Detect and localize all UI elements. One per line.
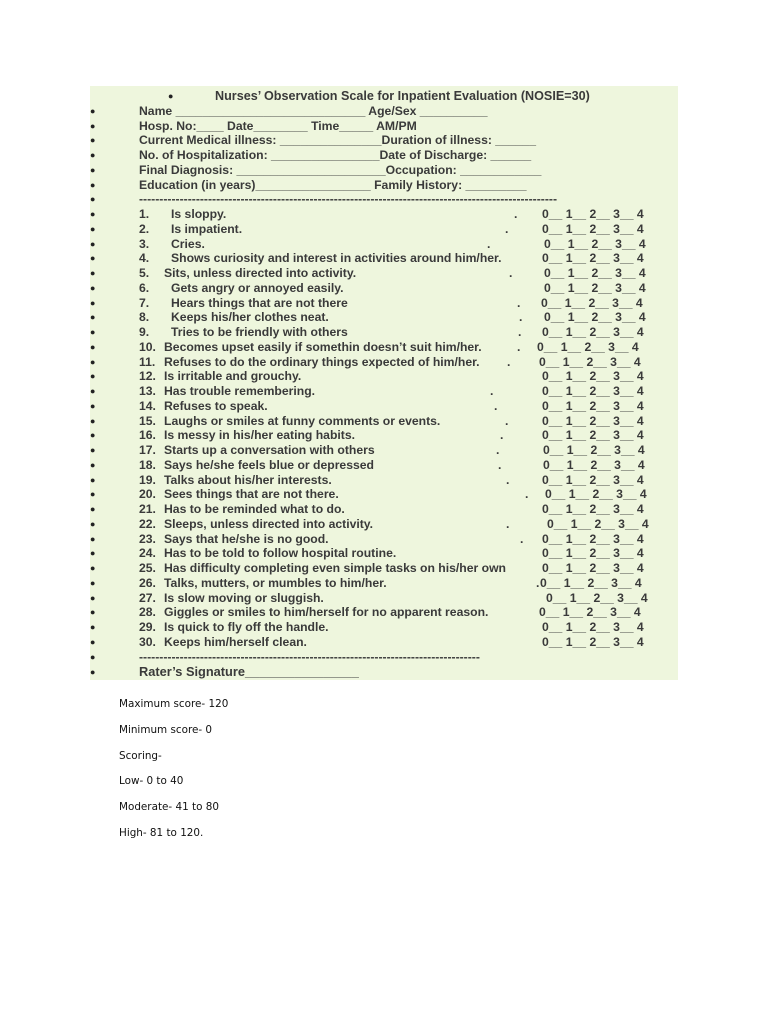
form-field: Hosp. No:____ Date________ Time_____ AM/PM — [139, 118, 417, 133]
form-field-row — [90, 163, 678, 178]
item-text: Is sloppy. — [171, 207, 227, 221]
item-row — [90, 237, 678, 252]
item-number: 5. — [139, 266, 150, 280]
item-text: Sits, unless directed into activity. — [164, 266, 357, 280]
form-field-row — [90, 178, 678, 193]
item-text: Is quick to fly off the handle. — [164, 620, 329, 634]
item-text: Becomes upset easily if somethin doesn’t suit him/her. — [164, 339, 482, 354]
item-text: Talks, mutters, or mumbles to him/her. — [164, 575, 387, 590]
scoring-notes — [119, 696, 228, 851]
leader-dot-icon: . — [525, 487, 529, 502]
bullet-icon: ● — [90, 548, 96, 559]
form-field-row — [90, 148, 678, 163]
item-text: Has difficulty completing even simple tasks on his/her own — [164, 561, 507, 575]
item-number: 18. — [139, 457, 156, 472]
bullet-icon: ● — [90, 400, 96, 411]
item-number: 3. — [139, 236, 150, 251]
rating-scale[interactable]: 0__ 1__ 2__ 3__ 4 — [542, 472, 644, 487]
item-number: 21. — [139, 502, 156, 516]
item-text: Is slow moving or sluggish. — [164, 590, 324, 605]
separator-line: ------------------------------------------------------------------------------------------------------- — [139, 192, 558, 207]
leader-dot-icon: . — [520, 531, 524, 546]
item-number: 20. — [139, 487, 156, 502]
item-text: Starts up a conversation with others — [164, 443, 375, 457]
leader-dot-icon: . — [505, 221, 509, 236]
minimum-score: Minimum score- 0 — [119, 723, 213, 736]
item-number: 9. — [139, 325, 150, 339]
rating-scale[interactable]: 0__ 1__ 2__ 3__ 4 — [546, 590, 648, 605]
bullet-icon: ● — [90, 592, 96, 603]
rating-scale[interactable]: 0__ 1__ 2__ 3__ 4 — [542, 398, 644, 413]
bullet-icon: ● — [90, 445, 96, 455]
leader-dot-icon: . — [505, 413, 509, 428]
rating-scale[interactable]: 0__ 1__ 2__ 3__ 4 — [542, 207, 644, 221]
item-number: 23. — [139, 531, 156, 546]
item-row — [90, 517, 678, 532]
signature-row — [90, 665, 678, 680]
bullet-icon: ● — [90, 223, 96, 234]
bullet-icon: ● — [90, 150, 96, 160]
rating-scale[interactable]: 0__ 1__ 2__ 3__ 4 — [542, 561, 644, 575]
rating-scale[interactable]: 0__ 1__ 2__ 3__ 4 — [544, 310, 646, 325]
item-text: Giggles or smiles to him/herself for no apparent reason. — [164, 605, 489, 620]
rating-scale[interactable]: 0__ 1__ 2__ 3__ 4 — [537, 339, 639, 354]
scoring-high: High- 81 to 120. — [119, 826, 204, 839]
rating-scale[interactable]: 0__ 1__ 2__ 3__ 4 — [542, 502, 644, 516]
leader-dot-icon: . — [517, 295, 521, 310]
item-number: 11. — [139, 354, 156, 369]
item-text: Refuses to speak. — [164, 398, 268, 413]
nosie-form-panel — [90, 86, 678, 680]
rating-scale[interactable]: 0__ 1__ 2__ 3__ 4 — [544, 266, 646, 280]
item-text: Is messy in his/her eating habits. — [164, 428, 356, 443]
bullet-icon: ● — [90, 636, 96, 647]
item-row — [90, 384, 678, 399]
item-number: 10. — [139, 339, 156, 354]
rating-scale[interactable]: 0__ 1__ 2__ 3__ 4 — [542, 221, 644, 236]
item-text: Sees things that are not there. — [164, 487, 339, 502]
leader-dot-icon: . — [487, 236, 491, 251]
item-text: Gets angry or annoyed easily. — [171, 280, 344, 295]
item-number: 16. — [139, 428, 156, 443]
item-row — [90, 414, 678, 429]
item-text: Has to be told to follow hospital routine. — [164, 546, 397, 561]
item-number: 12. — [139, 369, 156, 384]
item-number: 22. — [139, 516, 156, 531]
form-title: Nurses’ Observation Scale for Inpatient Evaluation (NOSIE=30) — [215, 89, 590, 103]
item-number: 26. — [139, 575, 156, 590]
item-number: 4. — [139, 251, 150, 266]
item-number: 28. — [139, 605, 156, 620]
item-number: 24. — [139, 546, 156, 561]
item-text: Talks about his/her interests. — [164, 472, 332, 487]
leader-dot-icon: . — [507, 354, 511, 369]
item-row — [90, 532, 678, 547]
scoring-heading: Scoring- — [119, 749, 162, 762]
rating-scale[interactable]: 0__ 1__ 2__ 3__ 4 — [545, 487, 647, 502]
bullet-icon: ● — [90, 489, 96, 500]
leader-dot-icon: . — [500, 428, 504, 443]
item-row — [90, 428, 678, 443]
item-text: Sleeps, unless directed into activity. — [164, 516, 374, 531]
item-number: 7. — [139, 295, 150, 310]
item-number: 25. — [139, 561, 156, 575]
bullet-icon: ● — [90, 179, 96, 190]
bullet-icon: ● — [90, 164, 96, 175]
bullet-icon: ● — [90, 194, 96, 205]
rating-scale[interactable]: 0__ 1__ 2__ 3__ 4 — [543, 443, 645, 457]
item-row — [90, 576, 678, 591]
item-row — [90, 281, 678, 296]
item-row — [90, 369, 678, 384]
leader-dot-icon: . — [494, 398, 498, 413]
item-text: Shows curiosity and interest in activities around him/her. — [171, 251, 502, 266]
form-field-row — [90, 119, 678, 134]
item-text: Has trouble remembering. — [164, 384, 316, 398]
item-row — [90, 561, 678, 576]
rating-scale[interactable]: 0__ 1__ 2__ 3__ 4 — [540, 575, 642, 590]
item-row — [90, 458, 678, 473]
item-text: Tries to be friendly with others — [171, 325, 348, 339]
item-text: Hears things that are not there — [171, 295, 348, 310]
rating-scale[interactable]: 0__ 1__ 2__ 3__ 4 — [542, 620, 644, 634]
bullet-icon: ● — [90, 282, 96, 293]
form-field: Final Diagnosis: ______________________Occupation: ____________ — [139, 162, 542, 177]
item-row — [90, 222, 678, 237]
bullet-icon: ● — [90, 327, 96, 337]
bullet-icon: ● — [90, 577, 96, 588]
leader-dot-icon: . — [517, 339, 521, 354]
item-row — [90, 473, 678, 488]
bullet-icon: ● — [90, 105, 96, 116]
rating-scale[interactable]: 0__ 1__ 2__ 3__ 4 — [542, 428, 644, 443]
form-field: Current Medical illness: _______________Duration of illness: ______ — [139, 133, 536, 148]
scoring-moderate: Moderate- 41 to 80 — [119, 801, 219, 814]
bullet-icon: ● — [90, 209, 96, 219]
item-row — [90, 340, 678, 355]
rating-scale[interactable]: 0__ 1__ 2__ 3__ 4 — [542, 369, 644, 384]
separator-row — [90, 192, 678, 207]
rating-scale[interactable]: 0__ 1__ 2__ 3__ 4 — [542, 384, 644, 398]
bullet-icon: ● — [90, 430, 96, 441]
item-number: 2. — [139, 221, 150, 236]
item-number: 29. — [139, 620, 156, 634]
rating-scale[interactable]: 0__ 1__ 2__ 3__ 4 — [543, 457, 645, 472]
form-field: Education (in years)_________________ Family History: _________ — [139, 177, 527, 192]
item-row — [90, 296, 678, 311]
bullet-icon: ● — [90, 312, 96, 323]
separator-row — [90, 650, 678, 665]
bullet-icon: ● — [90, 667, 96, 678]
bullet-icon: ● — [168, 91, 174, 101]
item-row — [90, 207, 678, 222]
item-number: 19. — [139, 472, 156, 487]
bullet-icon: ● — [90, 386, 96, 396]
rating-scale[interactable]: 0__ 1__ 2__ 3__ 4 — [547, 516, 649, 531]
maximum-score: Maximum score- 120 — [119, 698, 229, 710]
item-row — [90, 487, 678, 502]
form-field-row — [90, 104, 678, 119]
leader-dot-icon: . — [518, 325, 522, 339]
bullet-icon: ● — [90, 459, 96, 470]
rater-signature-field[interactable]: Rater’s Signature________________ — [139, 664, 359, 680]
item-number: 1. — [139, 207, 150, 221]
item-row — [90, 502, 678, 517]
bullet-icon: ● — [90, 297, 96, 308]
rating-scale[interactable]: 0__ 1__ 2__ 3__ 4 — [542, 546, 644, 561]
rating-scale[interactable]: 0__ 1__ 2__ 3__ 4 — [539, 605, 641, 620]
scoring-low: Low- 0 to 40 — [119, 775, 184, 788]
item-row — [90, 266, 678, 281]
item-number: 6. — [139, 280, 150, 295]
item-text: Is impatient. — [171, 221, 243, 236]
item-text: Has to be reminded what to do. — [164, 502, 345, 516]
item-row — [90, 355, 678, 370]
bullet-icon: ● — [90, 371, 96, 382]
rating-scale[interactable]: 0__ 1__ 2__ 3__ 4 — [542, 634, 644, 649]
item-text: Says that he/she is no good. — [164, 531, 329, 546]
rating-scale[interactable]: 0__ 1__ 2__ 3__ 4 — [541, 295, 643, 310]
item-row — [90, 310, 678, 325]
form-field: No. of Hospitalization: ________________Date of Discharge: ______ — [139, 148, 532, 162]
bullet-icon: ● — [90, 607, 96, 618]
rating-scale[interactable]: 0__ 1__ 2__ 3__ 4 — [539, 354, 641, 369]
item-text: Is irritable and grouchy. — [164, 369, 302, 384]
form-field-row — [90, 133, 678, 148]
bullet-icon: ● — [90, 415, 96, 426]
rating-scale[interactable]: 0__ 1__ 2__ 3__ 4 — [542, 325, 644, 339]
bullet-icon: ● — [90, 135, 96, 146]
bullet-icon: ● — [90, 268, 96, 278]
bullet-icon: ● — [90, 518, 96, 529]
leader-dot-icon: . — [498, 457, 502, 472]
bullet-icon: ● — [90, 238, 96, 249]
item-row — [90, 443, 678, 458]
leader-dot-icon: . — [490, 384, 494, 398]
item-text: Says he/she feels blue or depressed — [164, 457, 374, 472]
item-row — [90, 620, 678, 635]
item-number: 13. — [139, 384, 156, 398]
item-text: Keeps his/her clothes neat. — [171, 310, 329, 325]
item-text: Cries. — [171, 236, 205, 251]
leader-dot-icon: . — [506, 516, 510, 531]
bullet-icon: ● — [90, 474, 96, 485]
item-row — [90, 325, 678, 340]
separator-line: ------------------------------------------------------------------------------------ — [139, 649, 480, 664]
bullet-icon: ● — [90, 120, 96, 131]
bullet-icon: ● — [90, 504, 96, 514]
item-number: 8. — [139, 310, 150, 325]
leader-dot-icon: . — [514, 207, 518, 221]
item-text: Refuses to do the ordinary things expected of him/her. — [164, 354, 480, 369]
item-number: 17. — [139, 443, 156, 457]
rating-scale[interactable]: 0__ 1__ 2__ 3__ 4 — [542, 251, 644, 266]
bullet-icon: ● — [90, 622, 96, 632]
item-text: Laughs or smiles at funny comments or events. — [164, 413, 441, 428]
bullet-icon: ● — [90, 341, 96, 352]
item-row — [90, 546, 678, 561]
rating-scale[interactable]: 0__ 1__ 2__ 3__ 4 — [542, 413, 644, 428]
form-field: Name ____________________________ Age/Sex __________ — [139, 103, 488, 118]
bullet-icon: ● — [90, 563, 96, 573]
item-number: 27. — [139, 590, 156, 605]
bullet-icon: ● — [90, 533, 96, 544]
item-row — [90, 605, 678, 620]
item-text: Keeps him/herself clean. — [164, 634, 307, 649]
bullet-icon: ● — [90, 356, 96, 367]
rating-scale[interactable]: 0__ 1__ 2__ 3__ 4 — [544, 236, 646, 251]
bullet-icon: ● — [90, 651, 96, 662]
leader-dot-icon: . — [506, 472, 510, 487]
item-row — [90, 251, 678, 266]
rating-scale[interactable]: 0__ 1__ 2__ 3__ 4 — [544, 280, 646, 295]
item-number: 14. — [139, 398, 156, 413]
leader-dot-icon: . — [509, 266, 513, 280]
leader-dot-icon: . — [536, 575, 540, 590]
item-row — [90, 399, 678, 414]
rating-scale[interactable]: 0__ 1__ 2__ 3__ 4 — [542, 531, 644, 546]
item-number: 15. — [139, 413, 156, 428]
item-row — [90, 635, 678, 650]
item-row — [90, 591, 678, 606]
item-number: 30. — [139, 634, 156, 649]
form-title-row — [90, 89, 678, 104]
leader-dot-icon: . — [519, 310, 523, 325]
leader-dot-icon: . — [496, 443, 500, 457]
bullet-icon: ● — [90, 253, 96, 264]
